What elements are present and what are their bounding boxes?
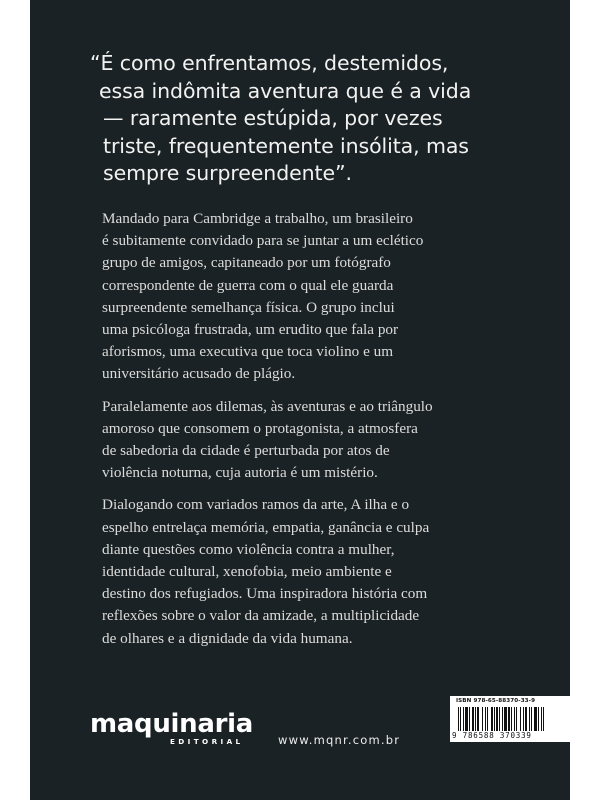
synopsis-paragraph-2 — [102, 396, 452, 485]
publisher-subtitle: EDITORIAL — [170, 737, 244, 746]
text-line: identidade cultural, xenofobia, meio ambiente e — [102, 563, 392, 581]
synopsis-paragraph-3 — [102, 494, 452, 649]
synopsis — [102, 208, 452, 660]
quote-line: — raramente estúpida, por vezes — [103, 106, 443, 130]
barcode-icon — [456, 707, 578, 733]
quote-line: “É como enfrentamos, destemidos, — [90, 51, 449, 75]
text-line: reflexões sobre o valor da amizade, a multiplicidade — [102, 607, 420, 625]
text-line: de sabedoria da cidade é perturbada por atos de — [102, 442, 390, 460]
epigraph-quote — [90, 50, 550, 188]
publisher-website: www.mqnr.com.br — [278, 733, 401, 747]
publisher-name: maquinaria — [90, 709, 254, 739]
text-line: grupo de amigos, capitaneado por um fotógrafo — [102, 254, 391, 272]
quote-line: essa indômita aventura que é a vida — [99, 78, 472, 103]
text-line: espelho entrelaça memória, empatia, ganância e culpa — [102, 518, 430, 536]
text-line: Dialogando com variados ramos da arte, A ilha e o — [102, 496, 410, 514]
text-line: diante questões como violência contra a mulher, — [102, 540, 395, 558]
text-line: aforismos, uma executiva que toca violino e um — [102, 343, 394, 361]
text-line: surpreendente semelhança física. O grupo inclui — [102, 298, 395, 316]
text-line: correspondente de guerra com o qual ele guarda — [102, 276, 394, 294]
text-line: é subitamente convidado para se juntar a um eclético — [102, 232, 424, 250]
text-line: Paralelamente aos dilemas, às aventuras e ao triângulo — [102, 397, 433, 415]
text-line: amoroso que consomem o protagonista, a atmosfera — [102, 419, 418, 437]
text-line: destino dos refugiados. Uma inspiradora história com — [102, 585, 428, 603]
quote-line: triste, frequentemente insólita, mas — [103, 133, 469, 158]
isbn-barcode — [450, 696, 584, 742]
text-line: de olhares e a dignidade da vida humana. — [102, 629, 353, 647]
isbn-label: ISBN 978-65-88370-33-9 — [456, 698, 536, 704]
back-cover — [30, 0, 570, 800]
text-line: violência noturna, cuja autoria é um mistério. — [102, 464, 378, 482]
quote-line: sempre surpreendente”. — [103, 161, 352, 185]
synopsis-paragraph-1 — [102, 208, 452, 386]
publisher-logo — [90, 711, 253, 747]
text-line: uma psicóloga frustrada, um erudito que fala por — [102, 321, 399, 339]
text-line: universitário acusado de plágio. — [102, 365, 296, 383]
text-line: Mandado para Cambridge a trabalho, um brasileiro — [102, 210, 413, 227]
barcode-number: 9 786588 370339 — [452, 731, 532, 740]
